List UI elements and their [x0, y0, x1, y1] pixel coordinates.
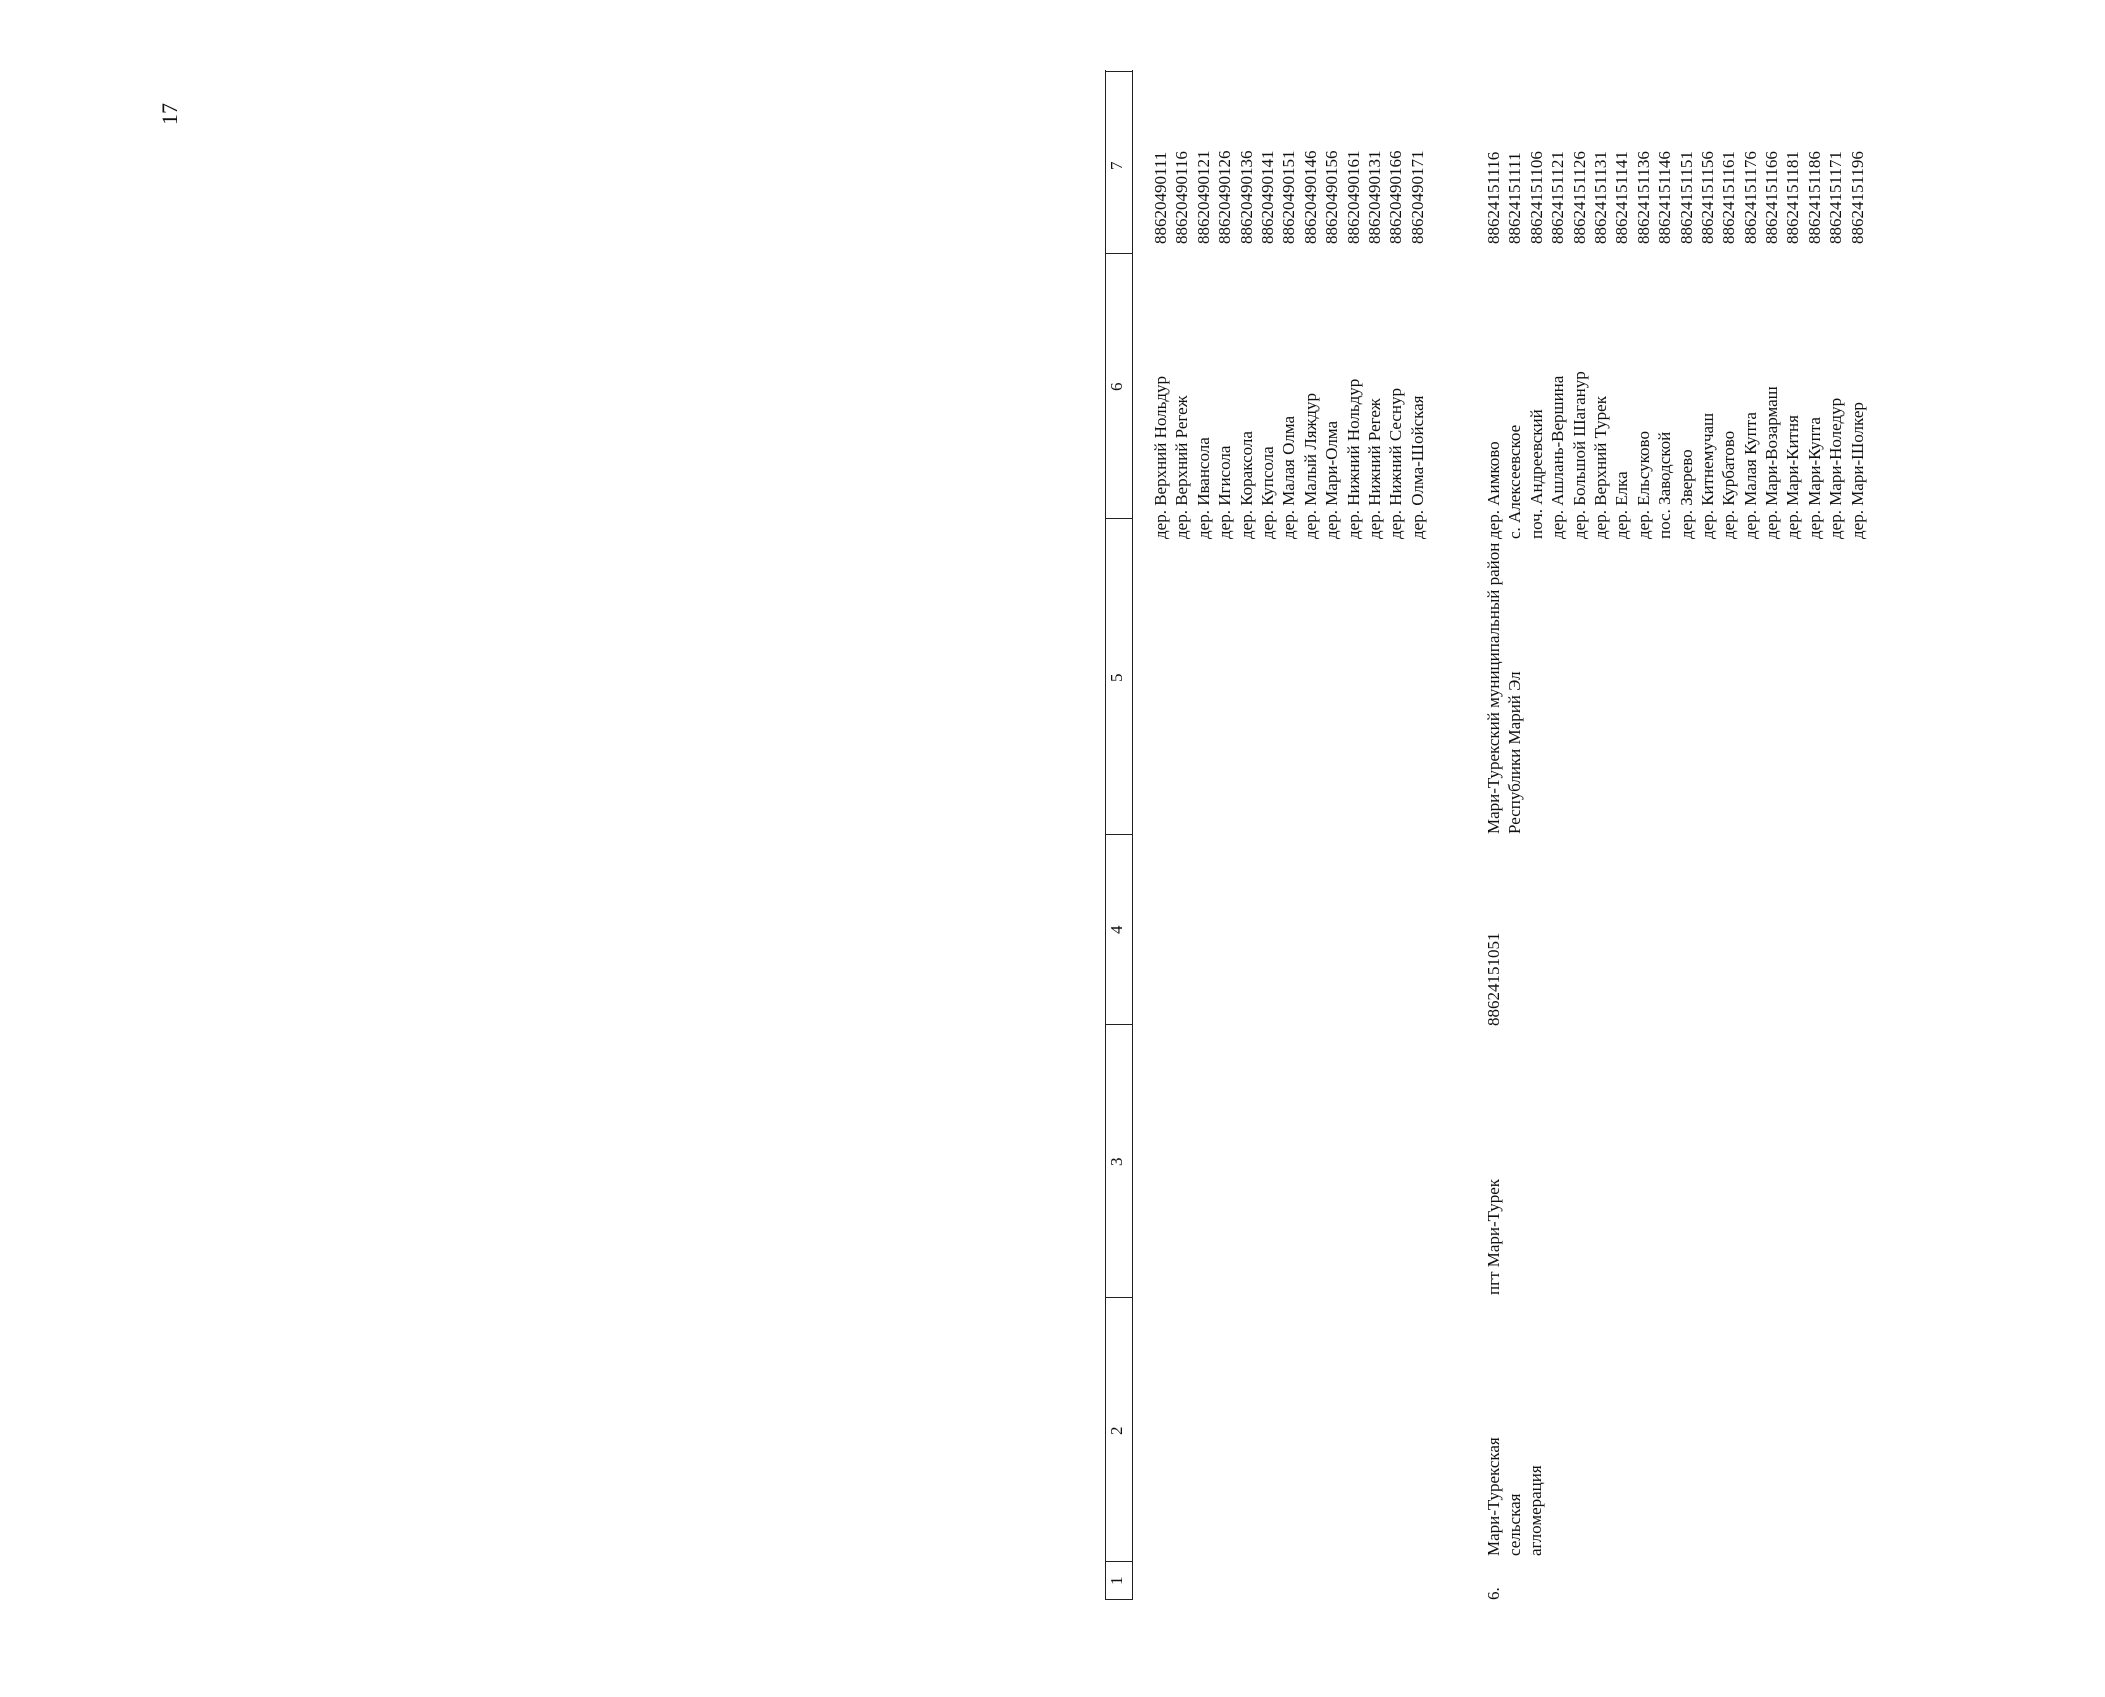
list-item: 88620490171 [1407, 150, 1427, 244]
list-item: дер. Мари-Китня [1783, 415, 1803, 539]
list-item: 88624151196 [1847, 151, 1867, 244]
list-item: дер. Верхний Нольдур [1151, 375, 1170, 539]
settlements-list [1483, 371, 1868, 539]
list-item: дер. Большой Шаганур [1569, 371, 1589, 539]
list-item: дер. Ельсуково [1633, 431, 1653, 539]
list-item: дер. Китнемучаш [1697, 412, 1717, 539]
list-item: дер. Верхний Регеж [1172, 395, 1192, 539]
list-item: 88624151156 [1697, 151, 1717, 244]
list-item: поч. Андреевский [1526, 409, 1546, 539]
list-item: дер. Елка [1612, 471, 1632, 539]
list-item: 88624151146 [1655, 151, 1675, 244]
header-bottom-line [1132, 70, 1133, 1600]
list-item: дер. Малая Купта [1740, 412, 1760, 539]
row-number: 6. [1484, 1587, 1503, 1600]
list-item: дер. Зверево [1676, 449, 1696, 539]
center-name: пгт Мари-Турек [1484, 1178, 1503, 1295]
list-item: дер. Аимково [1484, 441, 1503, 539]
column-number: 6 [1107, 382, 1126, 391]
list-item: дер. Верхний Турек [1590, 396, 1610, 539]
column-number: 3 [1107, 1157, 1126, 1166]
list-item: дер. Купсола [1257, 446, 1277, 539]
list-item: 88624151116 [1484, 151, 1503, 244]
list-item: 88620490126 [1215, 150, 1235, 244]
list-item: дер. Ивансола [1193, 437, 1213, 539]
list-item: дер. Мари-Олма [1322, 420, 1342, 539]
list-item: дер. Курбатово [1719, 430, 1739, 539]
list-item: 88624151151 [1676, 151, 1696, 244]
list-item: 88624151171 [1826, 151, 1846, 244]
list-item: 88620490141 [1257, 150, 1277, 244]
header-divider [1105, 1599, 1132, 1600]
list-item: дер. Мари-Ноледур [1826, 397, 1846, 539]
list-item: дер. Малая Олма [1279, 415, 1299, 539]
list-item: дер. Нижний Регеж [1364, 398, 1384, 539]
agglomeration-name: Мари-Турекская сельская агломерация [1484, 1437, 1545, 1556]
list-item: 88620490161 [1343, 150, 1363, 244]
column-number: 1 [1107, 1576, 1126, 1585]
list-item: 88620490151 [1279, 150, 1299, 244]
list-item: дер. Нижний Нольдур [1343, 378, 1363, 539]
list-item: дер. Мари-Купта [1804, 417, 1824, 539]
list-item: дер. Мари-Возармаш [1762, 386, 1782, 539]
list-item: 88624151136 [1633, 151, 1653, 244]
list-item: дер. Олма-Шойская [1407, 395, 1427, 539]
column-number: 4 [1107, 925, 1126, 934]
settlements-list-continued [1150, 376, 1428, 539]
list-item: 88620490131 [1364, 150, 1384, 244]
header-divider [1105, 253, 1132, 254]
list-item: 88624151126 [1569, 151, 1589, 244]
header-divider [1105, 1561, 1132, 1562]
column-number: 2 [1107, 1426, 1126, 1435]
column-number: 7 [1107, 161, 1126, 170]
list-item: 88624151131 [1590, 151, 1610, 244]
list-item: 88620490111 [1151, 151, 1170, 244]
center-code: 88624151051 [1484, 932, 1503, 1026]
list-item: дер. Кораксола [1236, 431, 1256, 539]
codes-list-continued [1150, 151, 1428, 245]
list-item: 88624151166 [1762, 151, 1782, 244]
list-item: 88624151181 [1783, 151, 1803, 244]
municipality-name: Мари-Турекский муниципальный район Республики Марий Эл [1484, 542, 1525, 834]
list-item: 88620490121 [1193, 150, 1213, 244]
list-item: 88624151106 [1526, 151, 1546, 244]
list-item: дер. Малый Ляждур [1300, 392, 1320, 539]
list-item: 88620490156 [1322, 150, 1342, 244]
list-item: пос. Заводской [1655, 431, 1675, 539]
header-divider [1105, 834, 1132, 835]
list-item: дер. Ашлань-Вершина [1548, 375, 1568, 539]
list-item: 88620490116 [1172, 151, 1192, 244]
list-item: 88620490166 [1386, 150, 1406, 244]
list-item: дер. Нижний Сеснур [1386, 387, 1406, 539]
codes-list [1483, 151, 1868, 244]
list-item: дер. Игисола [1215, 445, 1235, 539]
list-item: 88624151176 [1740, 151, 1760, 244]
list-item: 88620490136 [1236, 150, 1256, 244]
list-item: 88620490146 [1300, 150, 1320, 244]
page-number: 17 [157, 103, 182, 125]
table-page-rotated [1105, 70, 2105, 1600]
header-top-line [1105, 70, 1106, 1600]
list-item: 88624151121 [1548, 151, 1568, 244]
header-divider [1105, 1297, 1132, 1298]
header-divider [1105, 71, 1132, 72]
list-item: с. Алексеевское [1505, 424, 1525, 539]
list-item: дер. Мари-Шолкер [1847, 402, 1867, 539]
list-item: 88624151161 [1719, 151, 1739, 244]
header-divider [1105, 518, 1132, 519]
column-number: 5 [1107, 673, 1126, 682]
list-item: 88624151186 [1804, 151, 1824, 244]
list-item: 88624151111 [1505, 152, 1525, 244]
list-item: 88624151141 [1612, 151, 1632, 244]
header-divider [1105, 1024, 1132, 1025]
